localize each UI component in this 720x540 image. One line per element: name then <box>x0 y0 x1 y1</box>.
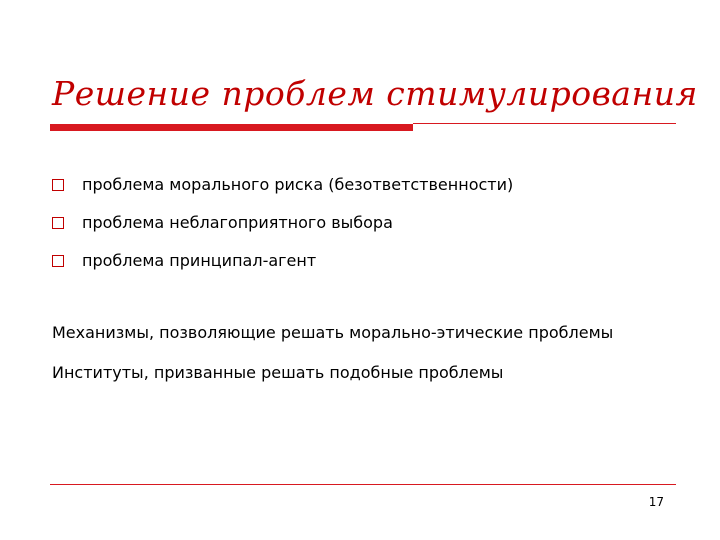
title-underline-thin <box>413 123 676 124</box>
hollow-square-icon <box>52 217 64 229</box>
bullet-item <box>52 166 513 204</box>
paragraph-mechanisms: Механизмы, позволяющие решать морально-этические проблемы <box>52 323 614 342</box>
bullet-item <box>52 204 513 242</box>
paragraph-institutions: Институты, призванные решать подобные проблемы <box>52 363 504 382</box>
hollow-square-icon <box>52 179 64 191</box>
slide-title: Решение проблем стимулирования <box>52 74 698 113</box>
bullet-text: проблема принципал-агент <box>82 251 317 270</box>
hollow-square-icon <box>52 255 64 267</box>
bullet-text: проблема неблагоприятного выбора <box>82 213 393 232</box>
bullet-list <box>52 166 513 280</box>
bullet-text: проблема морального риска (безответственности) <box>82 175 514 194</box>
title-underline-thick <box>50 124 413 131</box>
page-number: 17 <box>648 495 664 509</box>
bullet-item <box>52 242 513 280</box>
footer-divider <box>50 484 676 485</box>
